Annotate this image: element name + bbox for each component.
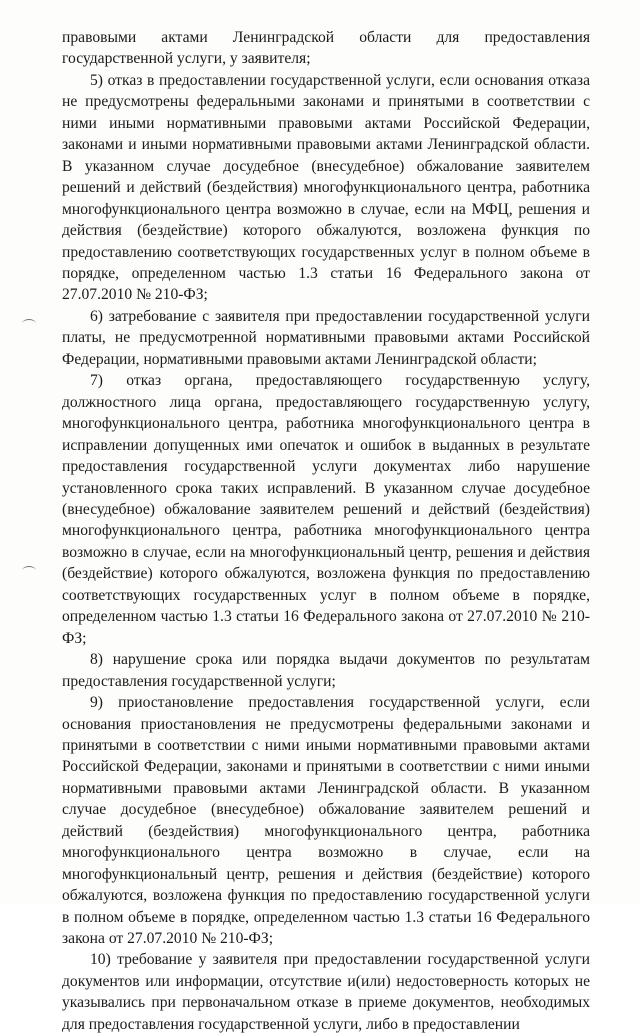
paragraph-item-5: 5) отказ в предоставлении государственной услуги, если основания отказа не предусмотрены федеральными законами и принятыми в соответствии с ними иными нормативными правовыми актами Российской Федерации, законами и иными нормативными правовыми актами Ленинградской области. В указанном случае досудебное (внесудебное) обжалование заявителем решений и действий (бездействия) многофункционального центра, работника многофункционального центра возможно в случае, если на МФЦ, решения и действия (бездействие) которого обжалуются, возложена функция по предоставлению соответствующих государственных услуг в полном объеме в порядке, определенном частью 1.3 статьи 16 Федерального закона от 27.07.2010 № 210-ФЗ; [62, 71, 590, 304]
paragraph-item-10: 10) требование у заявителя при предоставлении государственной услуги документов или информации, отсутствие и(или) недостоверность которых не указывались при первоначальном отказе в приеме документов, необходимых для предоставления государственной услуги, либо в предоставлении [62, 951, 590, 1033]
scan-mark-lower [22, 566, 36, 575]
scan-mark-upper [22, 319, 36, 328]
paragraph-continuation: правовыми актами Ленинградской области для предоставления государственной услуги, у заявителя; [62, 29, 590, 68]
paragraph-item-6: 6) затребование с заявителя при предоставлении государственной услуги платы, не предусмотренной нормативными правовыми актами Российской Федерации, нормативными правовыми актами Ленинградской области; [62, 307, 590, 368]
paragraph-item-9: 9) приостановление предоставления государственной услуги, если основания приостановления не предусмотрены федеральными законами и принятыми в соответствии с ними иными нормативными правовыми актами Российской Федерации, законами и принятыми в соответствии с ними иными нормативными правовыми актами Ленинградской области. В указанном случае досудебное (внесудебное) обжалование заявителем решений и действий (бездействия) многофункционального центра, работника многофункционального центра возможно в случае, если на многофункциональный центр, решения и действия (бездействие) которого обжалуются, возложена функция по предоставлению государственной услуги в полном объеме в порядке, определенном частью 1.3 статьи 16 Федерального закона от 27.07.2010 № 210-ФЗ; [62, 694, 590, 948]
paragraph-item-7: 7) отказ органа, предоставляющего государственную услугу, должностного лица органа, предоставляющего государственную услугу, многофункционального центра, работника многофункционального центра в исправлении допущенных ими опечаток и ошибок в выданных в результате предоставления государственной услуги документах либо нарушение установленного срока таких исправлений. В указанном случае досудебное (внесудебное) обжалование заявителем решений и действий (бездействия) многофункционального центра, работника многофункционального центра возможно в случае, если на многофункциональный центр, решения и действия (бездействие) которого обжалуются, возложена функция по предоставлению соответствующих государственных услуг в полном объеме в порядке, определенном частью 1.3 статьи 16 Федерального закона от 27.07.2010 № 210-ФЗ; [62, 372, 590, 647]
document-body [62, 27, 590, 1035]
paragraph-item-8: 8) нарушение срока или порядка выдачи документов по результатам предоставления государственной услуги; [62, 651, 590, 690]
